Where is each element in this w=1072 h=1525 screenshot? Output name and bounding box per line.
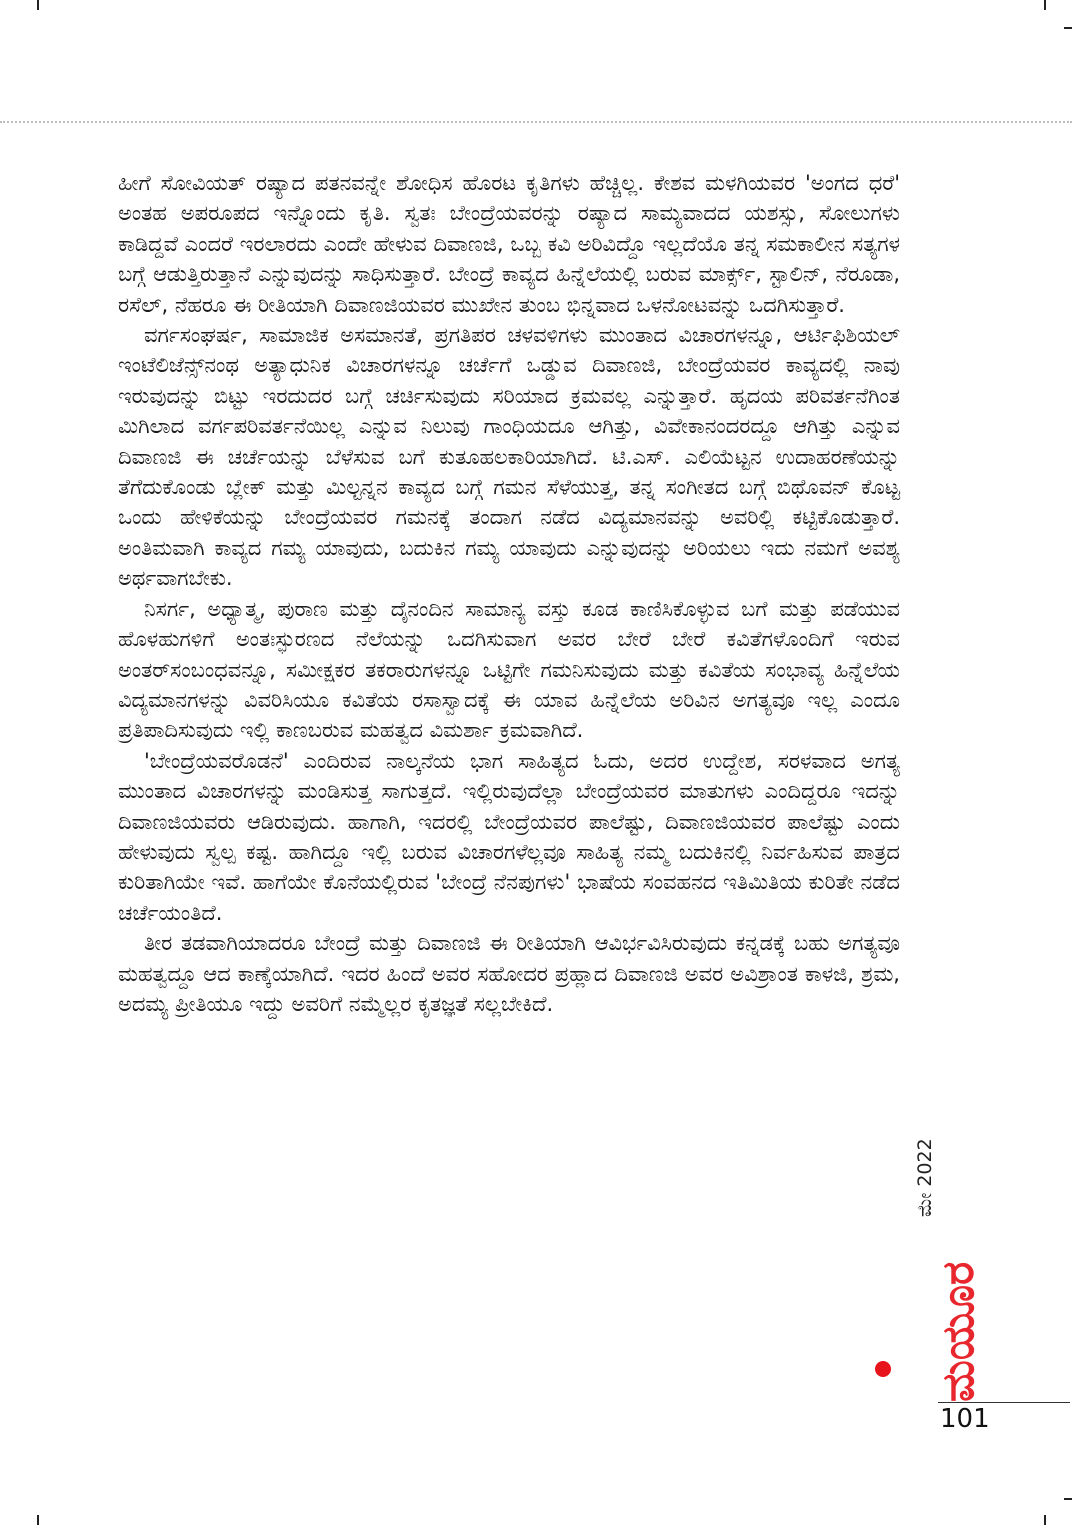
page-number: 101 bbox=[940, 1404, 990, 1434]
page-number-rule bbox=[938, 1402, 1070, 1403]
article-body bbox=[118, 168, 900, 1019]
crop-mark-bottom-right bbox=[1044, 1515, 1046, 1525]
crop-mark-right-lower bbox=[1064, 1498, 1072, 1500]
crop-mark-right-upper bbox=[1064, 27, 1072, 29]
article-paragraph: ಹೀಗೆ ಸೋವಿಯತ್ ರಷ್ಯಾದ ಪತನವನ್ನೇ ಶೋಧಿಸ ಹೊರಟ ಕೃತಿಗಳು ಹೆಚ್ಚಿಲ್ಲ. ಕೇಶವ ಮಳಗಿಯವರ 'ಅಂಗದ ಧರೆ' ಅಂತಹ ಅಪರೂಪದ ಇನ್ನೊಂದು ಕೃತಿ. ಸ್ವತಃ ಬೇಂದ್ರೆಯವರನ್ನು ರಷ್ಯಾದ ಸಾಮ್ಯವಾದದ ಯಶಸ್ಸು, ಸೋಲುಗಳು ಕಾಡಿದ್ದವೆ ಎಂದರೆ ಇರಲಾರದು ಎಂದೇ ಹೇಳುವ ದಿವಾಣಜಿ, ಒಬ್ಬ ಕವಿ ಅರಿವಿದ್ದೊ ಇಲ್ಲದೆಯೊ ತನ್ನ ಸಮಕಾಲೀನ ಸತ್ಯಗಳ ಬಗ್ಗೆ ಆಡುತ್ತಿರುತ್ತಾನೆ ಎನ್ನುವುದನ್ನು ಸಾಧಿಸುತ್ತಾರೆ. ಬೇಂದ್ರೆ ಕಾವ್ಯದ ಹಿನ್ನೆಲೆಯಲ್ಲಿ ಬರುವ ಮಾರ್ಕ್ಸ್, ಸ್ಟಾಲಿನ್, ನೆರೂಡಾ, ರಸೆಲ್, ನೆಹರೂ ಈ ರೀತಿಯಾಗಿ ದಿವಾಣಜಿಯವರ ಮುಖೇನ ತುಂಬ ಭಿನ್ನವಾದ ಒಳನೋಟವನ್ನು ಒದಗಿಸುತ್ತಾರೆ. bbox=[118, 171, 900, 317]
article-paragraph: 'ಬೇಂದ್ರೆಯವರೊಡನೆ' ಎಂದಿರುವ ನಾಲ್ಕನೆಯ ಭಾಗ ಸಾಹಿತ್ಯದ ಓದು, ಅದರ ಉದ್ದೇಶ, ಸರಳವಾದ ಅಗತ್ಯ ಮುಂತಾದ ವಿಚಾರಗಳನ್ನು ಮಂಡಿಸುತ್ತ ಸಾಗುತ್ತದೆ. ಇಲ್ಲಿರುವುದೆಲ್ಲಾ ಬೇಂದ್ರೆಯವರ ಮಾತುಗಳು ಎಂದಿದ್ದರೂ ಇದನ್ನು ದಿವಾಣಜಿಯವರು ಆಡಿರುವುದು. ಹಾಗಾಗಿ, ಇದರಲ್ಲಿ ಬೇಂದ್ರೆಯವರ ಪಾಲೆಷ್ಟು, ದಿವಾಣಜಿಯವರ ಪಾಲೆಷ್ಟು ಎಂದು ಹೇಳುವುದು ಸ್ವಲ್ಪ ಕಷ್ಟ. ಹಾಗಿದ್ದೂ ಇಲ್ಲಿ ಬರುವ ವಿಚಾರಗಳೆಲ್ಲವೂ ಸಾಹಿತ್ಯ ನಮ್ಮ ಬದುಕಿನಲ್ಲಿ ನಿರ್ವಹಿಸುವ ಪಾತ್ರದ ಕುರಿತಾಗಿಯೇ ಇವೆ. ಹಾಗೆಯೇ ಕೊನೆಯಲ್ಲಿರುವ 'ಬೇಂದ್ರೆ ನೆನಪುಗಳು' ಭಾಷೆಯ ಸಂವಹನದ ಇತಿಮಿತಿಯ ಕುರಿತೇ ನಡೆದ ಚರ್ಚೆಯಂತಿದೆ. bbox=[118, 748, 900, 925]
magazine-logo: ಮಯೂರ bbox=[933, 1261, 984, 1402]
crop-mark-top-right bbox=[1044, 0, 1046, 10]
end-mark-dot-icon bbox=[875, 1361, 891, 1377]
header-dotted-rule bbox=[0, 121, 1072, 123]
crop-mark-bottom-left bbox=[37, 1515, 39, 1525]
article-paragraph: ತೀರ ತಡವಾಗಿಯಾದರೂ ಬೇಂದ್ರೆ ಮತ್ತು ದಿವಾಣಜಿ ಈ ರೀತಿಯಾಗಿ ಆವಿರ್ಭವಿಸಿರುವುದು ಕನ್ನಡಕ್ಕೆ ಬಹು ಅಗತ್ಯವೂ ಮಹತ್ವದ್ದೂ ಆದ ಕಾಣ್ಕೆಯಾಗಿದೆ. ಇದರ ಹಿಂದೆ ಅವರ ಸಹೋದರ ಪ್ರಹ್ಲಾದ ದಿವಾಣಜಿ ಅವರ ಅವಿಶ್ರಾಂತ ಕಾಳಜಿ, ಶ್ರಮ, ಅದಮ್ಯ ಪ್ರೀತಿಯೂ ಇದ್ದು ಅವರಿಗೆ ನಮ್ಮೆಲ್ಲರ ಕೃತಜ್ಞತೆ ಸಲ್ಲಬೇಕಿದೆ. bbox=[118, 931, 900, 1016]
crop-mark-top-left bbox=[37, 0, 39, 10]
article-paragraph: ನಿಸರ್ಗ, ಅಧ್ಯಾತ್ಮ, ಪುರಾಣ ಮತ್ತು ದೈನಂದಿನ ಸಾಮಾನ್ಯ ವಸ್ತು ಕೂಡ ಕಾಣಿಸಿಕೊಳ್ಳುವ ಬಗೆ ಮತ್ತು ಪಡೆಯುವ ಹೊಳಹುಗಳಿಗೆ ಅಂತಃಸ್ಫುರಣದ ನೆಲೆಯನ್ನು ಒದಗಿಸುವಾಗ ಅವರ ಬೇರೆ ಬೇರೆ ಕವಿತೆಗಳೊಂದಿಗೆ ಇರುವ ಅಂತರ್‌ಸಂಬಂಧವನ್ನೂ, ಸಮೀಕ್ಷಕರ ತಕರಾರುಗಳನ್ನೂ ಒಟ್ಟಿಗೇ ಗಮನಿಸುವುದು ಮತ್ತು ಕವಿತೆಯ ಸಂಭಾವ್ಯ ಹಿನ್ನೆಲೆಯ ವಿದ್ಯಮಾನಗಳನ್ನು ವಿವರಿಸಿಯೂ ಕವಿತೆಯ ರಸಾಸ್ವಾದಕ್ಕೆ ಈ ಯಾವ ಹಿನ್ನೆಲೆಯ ಅರಿವಿನ ಅಗತ್ಯವೂ ಇಲ್ಲ ಎಂದೂ ಪ್ರತಿಪಾದಿಸುವುದು ಇಲ್ಲಿ ಕಾಣಬರುವ ಮಹತ್ವದ ವಿಮರ್ಶಾ ಕ್ರಮವಾಗಿದೆ. bbox=[118, 596, 900, 743]
article-paragraph: ವರ್ಗಸಂಘರ್ಷ, ಸಾಮಾಜಿಕ ಅಸಮಾನತೆ, ಪ್ರಗತಿಪರ ಚಳವಳಿಗಳು ಮುಂತಾದ ವಿಚಾರಗಳನ್ನೂ, ಆರ್ಟಿಫಿಶಿಯಲ್ ಇಂಟೆಲಿಜೆನ್ಸ್‌ನಂಥ ಅತ್ಯಾಧುನಿಕ ವಿಚಾರಗಳನ್ನೂ ಚರ್ಚೆಗೆ ಒಡ್ಡುವ ದಿವಾಣಜಿ, ಬೇಂದ್ರೆಯವರ ಕಾವ್ಯದಲ್ಲಿ ನಾವು ಇರುವುದನ್ನು ಬಿಟ್ಟು ಇರದುದರ ಬಗ್ಗೆ ಚರ್ಚಿಸುವುದು ಸರಿಯಾದ ಕ್ರಮವಲ್ಲ ಎನ್ನುತ್ತಾರೆ. ಹೃದಯ ಪರಿವರ್ತನೆಗಿಂತ ಮಿಗಿಲಾದ ವರ್ಗಪರಿವರ್ತನೆಯಿಲ್ಲ ಎನ್ನುವ ನಿಲುವು ಗಾಂಧಿಯದೂ ಆಗಿತ್ತು, ವಿವೇಕಾನಂದರದ್ದೂ ಆಗಿತ್ತು ಎನ್ನುವ ದಿವಾಣಜಿ ಈ ಚರ್ಚೆಯನ್ನು ಬೆಳೆಸುವ ಬಗೆ ಕುತೂಹಲಕಾರಿಯಾಗಿದೆ. ಟಿ.ಎಸ್. ಎಲಿಯೆಟ್ಟನ ಉದಾಹರಣೆಯನ್ನು ತೆಗೆದುಕೊಂಡು ಬ್ಲೇಕ್ ಮತ್ತು ಮಿಲ್ಟನ್ನನ ಕಾವ್ಯದ ಬಗ್ಗೆ ಗಮನ ಸೆಳೆಯುತ್ತ, ತನ್ನ ಸಂಗೀತದ ಬಗ್ಗೆ ಬಿಥೊವನ್ ಕೊಟ್ಟ ಒಂದು ಹೇಳಿಕೆಯನ್ನು ಬೇಂದ್ರೆಯವರ ಗಮನಕ್ಕೆ ತಂದಾಗ ನಡೆದ ವಿದ್ಯಮಾನವನ್ನು ಅವರಿಲ್ಲಿ ಕಟ್ಟಿಕೊಡುತ್ತಾರೆ. ಅಂತಿಮವಾಗಿ ಕಾವ್ಯದ ಗಮ್ಯ ಯಾವುದು, ಬದುಕಿನ ಗಮ್ಯ ಯಾವುದು ಎನ್ನುವುದನ್ನು ಅರಿಯಲು ಇದು ನಮಗೆ ಅವಶ್ಯ ಅರ್ಥವಾಗಬೇಕು. bbox=[118, 323, 900, 591]
issue-date: ಮೇ 2022 bbox=[914, 1138, 936, 1217]
